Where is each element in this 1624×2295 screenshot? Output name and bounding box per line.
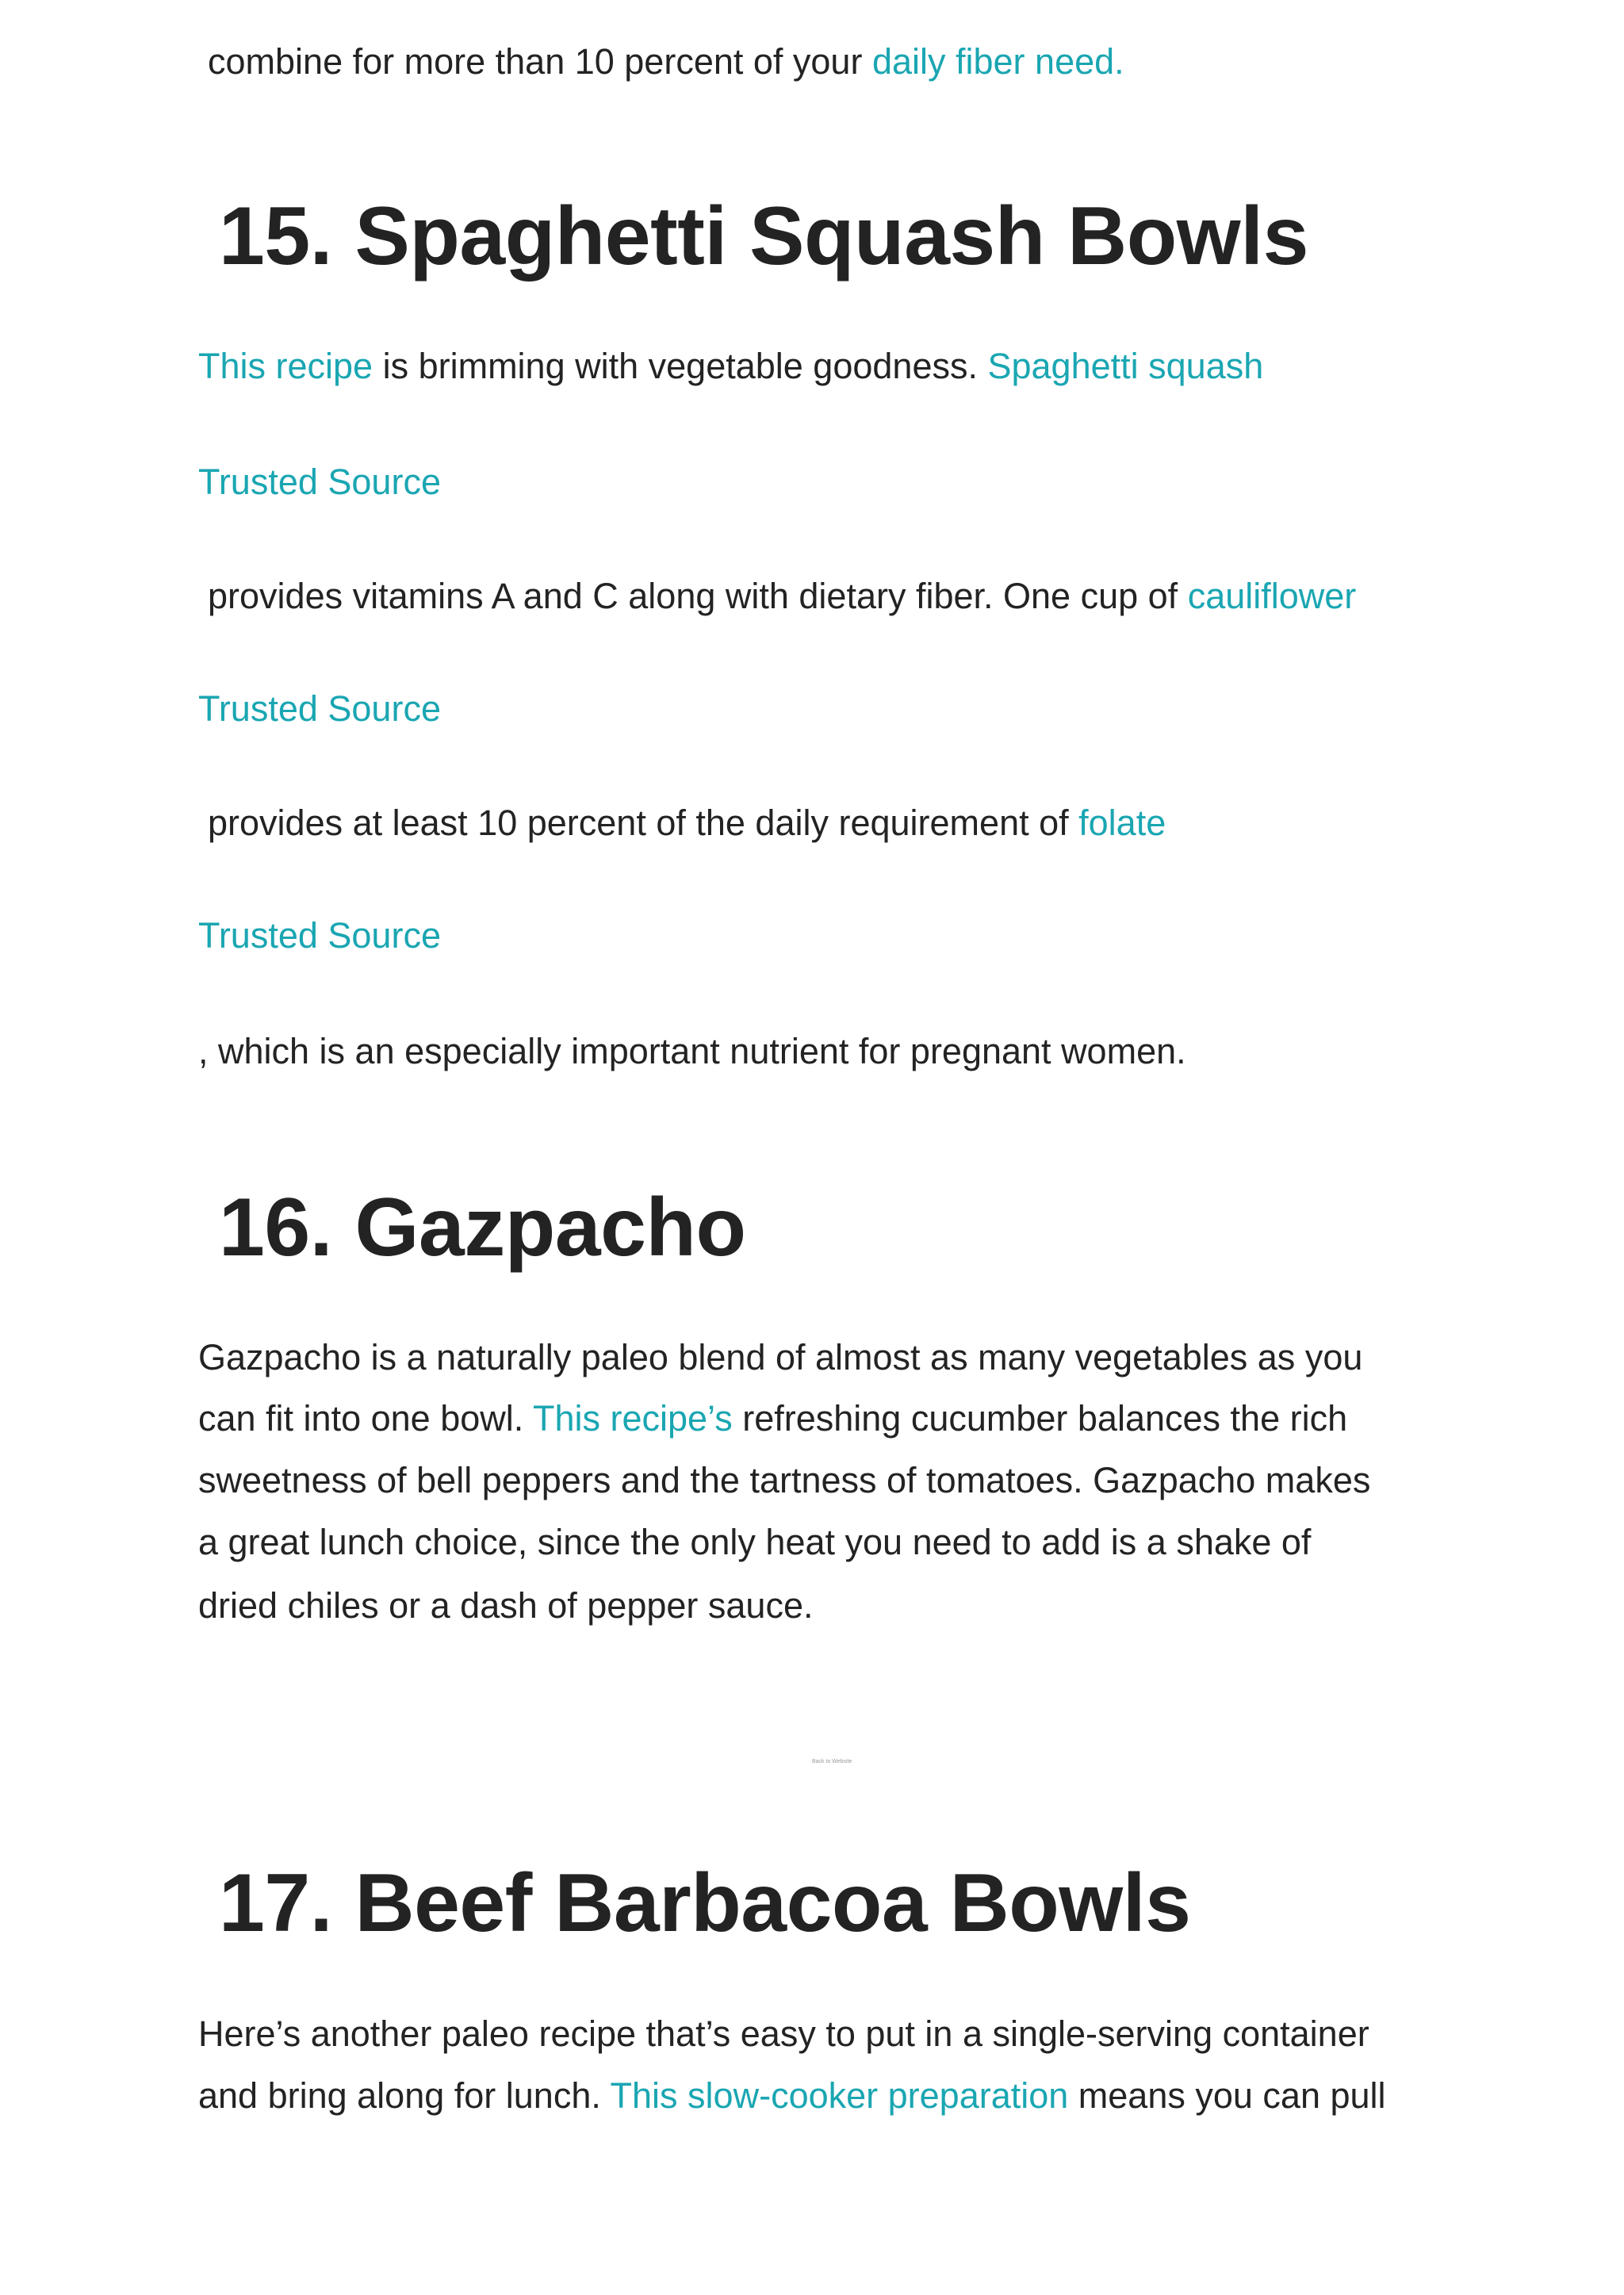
folate-link[interactable]: folate bbox=[1078, 803, 1166, 843]
spaghetti-squash-link[interactable]: Spaghetti squash bbox=[987, 346, 1264, 386]
section17-text-2b: means you can pull bbox=[1068, 2075, 1386, 2116]
section17-line-1: Here’s another paleo recipe that’s easy to put in a single-serving container bbox=[198, 2013, 1369, 2054]
section16-line-4: a great lunch choice, since the only heat you need to add is a shake of bbox=[198, 1522, 1312, 1562]
section15-paragraph-4: , which is an especially important nutrient for pregnant women. bbox=[198, 1031, 1186, 1071]
trusted-source-link-2[interactable]: Trusted Source bbox=[198, 688, 441, 729]
section16-line-2 bbox=[198, 1397, 1347, 1441]
section16-text-2b: refreshing cucumber balances the rich bbox=[732, 1398, 1348, 1439]
intro-paragraph bbox=[208, 40, 1124, 84]
section15-paragraph-3 bbox=[208, 801, 1166, 845]
cauliflower-link[interactable]: cauliflower bbox=[1187, 576, 1357, 616]
trusted-source-link-3[interactable]: Trusted Source bbox=[198, 915, 441, 956]
intro-text: combine for more than 10 percent of your bbox=[208, 41, 872, 82]
section15-paragraph-1 bbox=[198, 344, 1263, 389]
heading-spaghetti-squash-bowls: 15. Spaghetti Squash Bowls bbox=[219, 190, 1308, 282]
ad-label[interactable]: Back to Website bbox=[812, 1759, 852, 1764]
heading-beef-barbacoa-bowls: 17. Beef Barbacoa Bowls bbox=[219, 1857, 1191, 1949]
section15-text-3: provides at least 10 percent of the daily requirement of bbox=[208, 803, 1079, 843]
daily-fiber-link[interactable]: daily fiber need. bbox=[871, 41, 1124, 82]
heading-gazpacho: 16. Gazpacho bbox=[219, 1182, 746, 1274]
this-recipes-link[interactable]: This recipe’s bbox=[532, 1398, 733, 1439]
section16-text-2a: can fit into one bowl. bbox=[198, 1398, 533, 1439]
section15-text-2: provides vitamins A and C along with dietary fiber. One cup of bbox=[208, 576, 1188, 616]
section16-line-5: dried chiles or a dash of pepper sauce. bbox=[198, 1585, 814, 1626]
section16-line-3: sweetness of bell peppers and the tartness of tomatoes. Gazpacho makes bbox=[198, 1460, 1371, 1500]
slow-cooker-preparation-link[interactable]: This slow-cooker preparation bbox=[610, 2075, 1069, 2116]
trusted-source-link-1[interactable]: Trusted Source bbox=[198, 462, 441, 502]
section15-text-1: is brimming with vegetable goodness. bbox=[373, 346, 988, 386]
section17-line-2 bbox=[198, 2074, 1386, 2118]
section16-line-1: Gazpacho is a naturally paleo blend of almost as many vegetables as you bbox=[198, 1337, 1363, 1377]
section17-text-2a: and bring along for lunch. bbox=[198, 2075, 611, 2116]
section15-paragraph-2 bbox=[208, 574, 1356, 619]
this-recipe-link[interactable]: This recipe bbox=[198, 346, 373, 386]
